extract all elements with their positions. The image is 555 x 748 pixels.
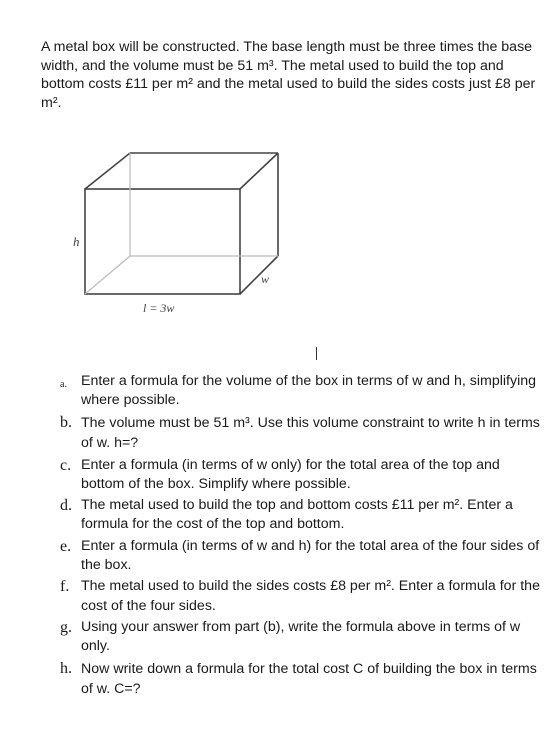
question-d: [60, 496, 544, 535]
question-letter: b.: [60, 413, 72, 431]
question-h: [60, 659, 544, 700]
question-text: Enter a formula (in terms of w only) for the total area of the top and bottom of the box. Simplify where possible.: [81, 456, 500, 492]
box-front-face: [85, 189, 240, 294]
box-top-left-edge: [85, 153, 130, 189]
question-letter: d.: [60, 497, 72, 515]
question-text: Using your answer from part (b), write the formula above in terms of w only.: [81, 618, 521, 655]
question-text: Enter a formula (in terms of w and h) for the total area of the four sides of the box.: [81, 537, 540, 574]
problem-statement: A metal box will be constructed. The base length must be three times the base width, and the volume must be 51 m³. The metal used to build the top and bottom costs £11 per m² and the metal used to build the sides costs just £8 per m².: [41, 39, 536, 111]
question-letter: f.: [60, 578, 70, 596]
question-letter: c.: [60, 456, 72, 474]
question-f: [60, 577, 544, 616]
question-list: [60, 372, 544, 702]
length-label: l = 3w: [143, 301, 175, 315]
question-g: [60, 618, 544, 657]
box-hidden-bottom-left-edge: [85, 256, 130, 294]
question-text: Enter a formula for the volume of the box in terms of w and h, simplifying where possible.: [81, 373, 536, 409]
box-top-right-edge: [240, 153, 278, 189]
question-letter: h.: [60, 659, 72, 677]
question-letter: e.: [60, 537, 72, 555]
box-bottom-right-edge: [240, 256, 278, 294]
question-e: [60, 537, 544, 576]
question-text: The metal used to build the top and bottom costs £11 per m². Enter a formula for the cost of the top and bottom.: [81, 497, 513, 533]
text-cursor: [316, 347, 317, 360]
question-letter: a.: [60, 379, 67, 390]
question-a: [60, 372, 544, 411]
question-text: The metal used to build the sides costs £8 per m². Enter a formula for the cost of the four sides.: [81, 578, 540, 614]
width-label: w: [261, 272, 270, 286]
height-label: h: [73, 234, 80, 249]
box-diagram: [60, 150, 300, 330]
question-letter: g.: [60, 618, 72, 636]
question-c: [60, 456, 544, 495]
question-b: [60, 413, 544, 454]
question-text: The volume must be 51 m³. Use this volume constraint to write h in terms of w. h=?: [81, 414, 540, 452]
question-text: Now write down a formula for the total cost C of building the box in terms of w. C=?: [81, 660, 537, 698]
